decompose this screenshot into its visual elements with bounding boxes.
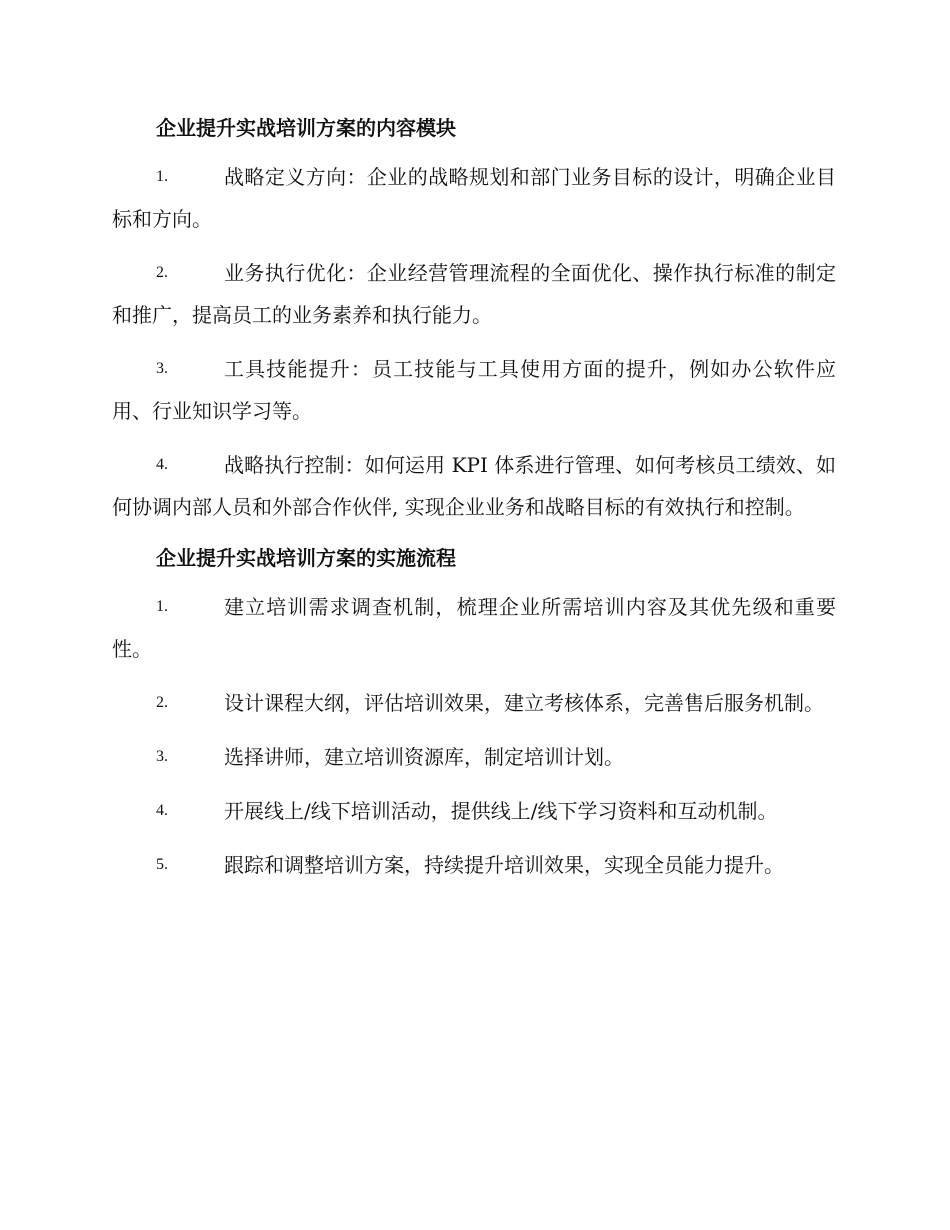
list-item-text: 选择讲师，建立培训资源库，制定培训计划。 bbox=[224, 745, 624, 769]
list-item-number: 2. bbox=[156, 694, 168, 711]
list-item-number: 3. bbox=[156, 360, 168, 377]
list-item bbox=[112, 586, 836, 670]
list-item-text: 战略定义方向：企业的战略规划和部门业务目标的设计，明确企业目标和方向。 bbox=[112, 165, 836, 231]
list-item-number: 1. bbox=[156, 598, 168, 615]
list-item-text: 跟踪和调整培训方案，持续提升培训效果，实现全员能力提升。 bbox=[224, 853, 784, 877]
content-modules-list bbox=[112, 156, 836, 528]
list-item-number: 4. bbox=[156, 802, 168, 819]
list-item-number: 5. bbox=[156, 856, 168, 873]
list-item-number: 3. bbox=[156, 748, 168, 765]
list-item bbox=[112, 844, 836, 886]
list-item bbox=[112, 252, 836, 336]
list-item-text: 设计课程大纲，评估培训效果，建立考核体系，完善售后服务机制。 bbox=[224, 691, 824, 715]
section-heading-content-modules: 企业提升实战培训方案的内容模块 bbox=[156, 116, 456, 140]
list-item-text: 业务执行优化：企业经营管理流程的全面优化、操作执行标准的制定和推广，提高员工的业务素养和执行能力。 bbox=[112, 261, 836, 327]
section-heading-implementation-process: 企业提升实战培训方案的实施流程 bbox=[156, 546, 456, 570]
list-item bbox=[112, 736, 836, 778]
document-page bbox=[112, 110, 836, 898]
list-item-number: 2. bbox=[156, 264, 168, 281]
list-item bbox=[112, 348, 836, 432]
list-item-text: 工具技能提升：员工技能与工具使用方面的提升，例如办公软件应用、行业知识学习等。 bbox=[112, 357, 836, 423]
implementation-process-list bbox=[112, 586, 836, 886]
list-item-number: 1. bbox=[156, 168, 168, 185]
list-item-text: 战略执行控制：如何运用 KPI 体系进行管理、如何考核员工绩效、如何协调内部人员和外部合作伙伴, 实现企业业务和战略目标的有效执行和控制。 bbox=[112, 453, 836, 519]
list-item-text: 开展线上/线下培训活动，提供线上/线下学习资料和互动机制。 bbox=[224, 799, 778, 823]
list-item-number: 4. bbox=[156, 456, 168, 473]
list-item bbox=[112, 682, 836, 724]
list-item bbox=[112, 444, 836, 528]
list-item-text: 建立培训需求调查机制，梳理企业所需培训内容及其优先级和重要性。 bbox=[112, 595, 836, 661]
list-item bbox=[112, 156, 836, 240]
list-item bbox=[112, 790, 836, 832]
